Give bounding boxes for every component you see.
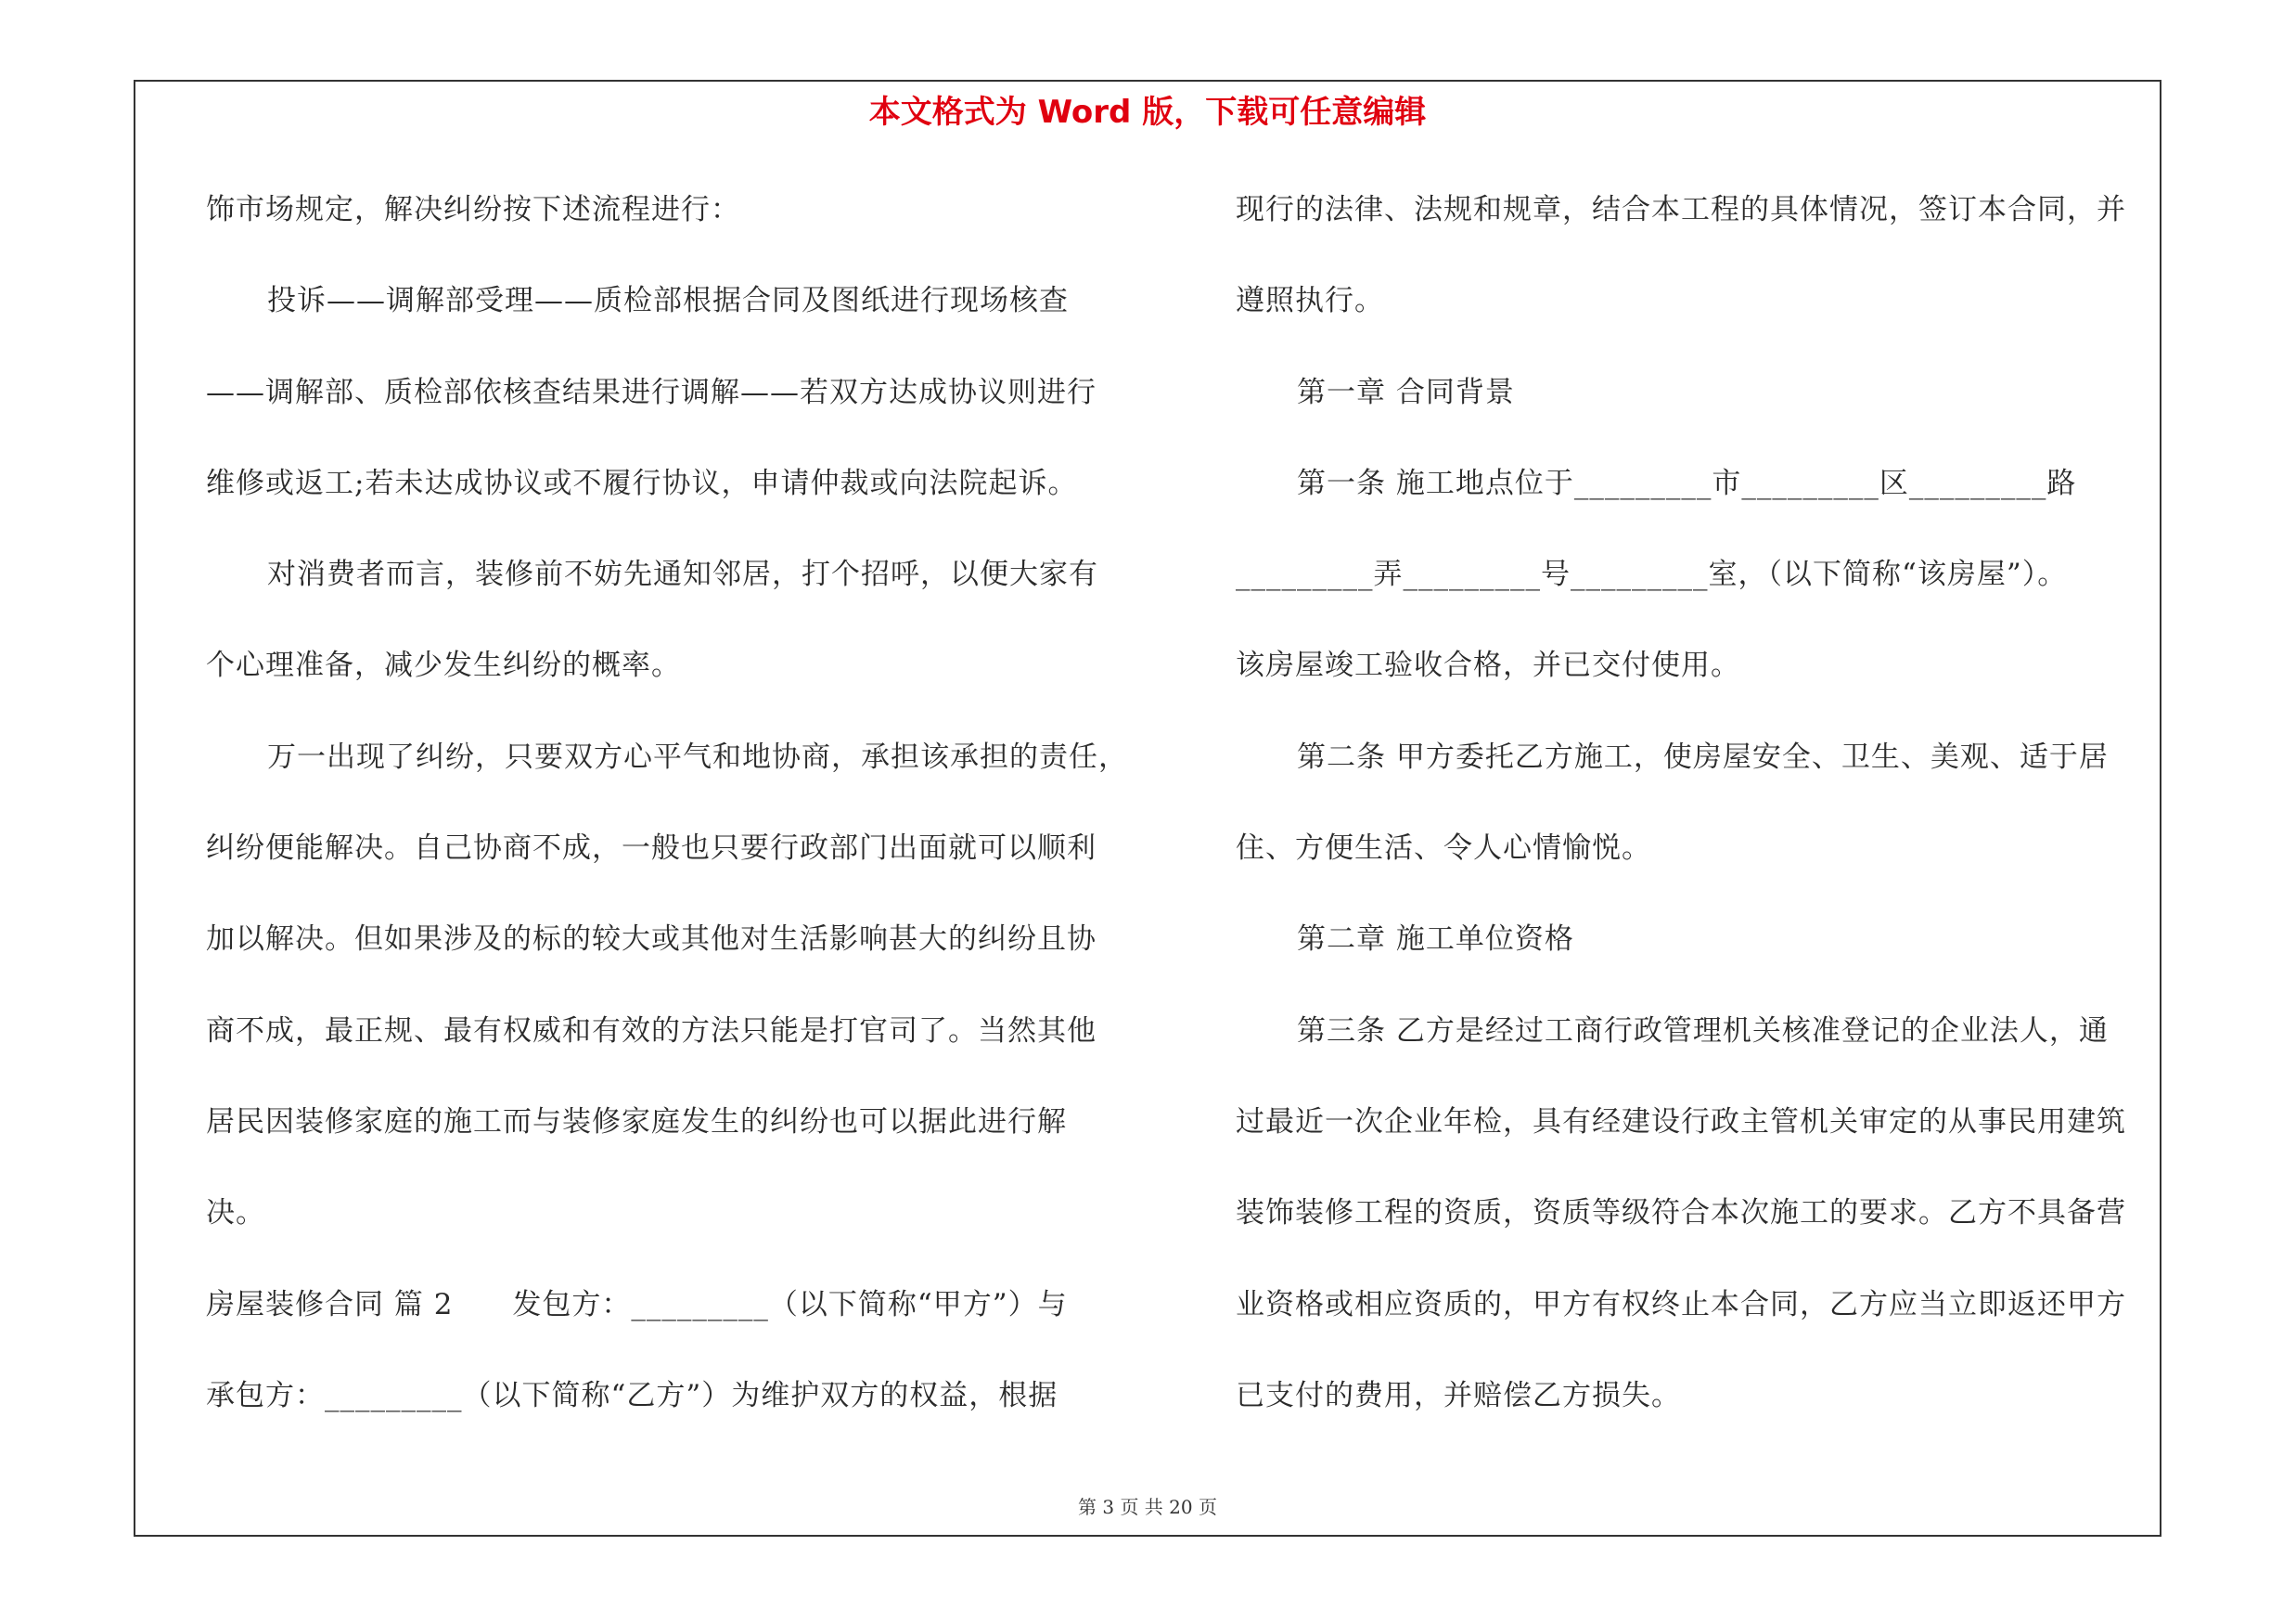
- paragraph-line: 商不成，最正规、最有权威和有效的方法只能是打官司了。当然其他: [206, 1013, 1097, 1048]
- paragraph-line: 该房屋竣工验收合格，并已交付使用。: [1236, 649, 1740, 683]
- chapter-heading: 第二章 施工单位资格: [1297, 922, 1574, 957]
- format-notice-banner: 本文格式为 Word 版，下载可任意编辑: [868, 94, 1427, 131]
- paragraph-line: 加以解决。但如果涉及的标的较大或其他对生活影响甚大的纠纷且协: [206, 922, 1097, 957]
- paragraph-line: 个心理准备，减少发生纠纷的概率。: [206, 649, 681, 683]
- paragraph-line: _________弄_________号_________室，（以下简称“该房屋”）。: [1236, 558, 2068, 592]
- paragraph-line: 已支付的费用，并赔偿乙方损失。: [1236, 1378, 1681, 1412]
- paragraph-line: 承包方：_________（以下简称“乙方”）为维护双方的权益，根据: [206, 1378, 1058, 1412]
- paragraph-line: 装饰装修工程的资质，资质等级符合本次施工的要求。乙方不具备营: [1236, 1196, 2126, 1230]
- right-text-column: [1236, 182, 2134, 1459]
- paragraph-line: 维修或返工;若未达成协议或不履行协议，申请仲裁或向法院起诉。: [206, 466, 1078, 500]
- paragraph-line: 业资格或相应资质的，甲方有权终止本合同，乙方应当立即返还甲方: [1236, 1287, 2126, 1321]
- paragraph-line: 遵照执行。: [1236, 284, 1384, 318]
- paragraph-line: 决。: [206, 1196, 265, 1230]
- paragraph-line: ——调解部、质检部依核查结果进行调解——若双方达成协议则进行: [206, 375, 1097, 409]
- paragraph-line: 第三条 乙方是经过工商行政管理机关核准登记的企业法人，通: [1297, 1013, 2109, 1048]
- paragraph-line: 饰市场规定，解决纠纷按下述流程进行：: [206, 193, 740, 226]
- document-page: [134, 80, 2161, 1537]
- paragraph-line: 万一出现了纠纷，只要双方心平气和地协商，承担该承担的责任，: [267, 740, 1128, 774]
- chapter-heading: 第一章 合同背景: [1297, 375, 1515, 409]
- paragraph-line: 第一条 施工地点位于_________市_________区_________路: [1297, 466, 2077, 500]
- paragraph-line: 现行的法律、法规和规章，结合本工程的具体情况，签订本合同，并: [1236, 193, 2126, 226]
- left-text-column: [206, 182, 1134, 1459]
- contract-heading-line: 房屋装修合同 篇 2 发包方：_________（以下简称“甲方”）与: [206, 1287, 1068, 1321]
- paragraph-line: 纠纷便能解决。自己协商不成，一般也只要行政部门出面就可以顺利: [206, 831, 1097, 866]
- paragraph-line: 住、方便生活、令人心情愉悦。: [1236, 831, 1651, 866]
- paragraph-line: 过最近一次企业年检，具有经建设行政主管机关审定的从事民用建筑: [1236, 1104, 2126, 1139]
- paragraph-line: 投诉——调解部受理——质检部根据合同及图纸进行现场核查: [267, 284, 1069, 318]
- paragraph-line: 对消费者而言，装修前不妨先通知邻居，打个招呼，以便大家有: [267, 558, 1098, 592]
- paragraph-line: 第二条 甲方委托乙方施工，使房屋安全、卫生、美观、适于居: [1297, 740, 2109, 774]
- paragraph-line: 居民因装修家庭的施工而与装修家庭发生的纠纷也可以据此进行解: [206, 1104, 1067, 1139]
- page-number: 第 3 页 共 20 页: [1078, 1496, 1217, 1518]
